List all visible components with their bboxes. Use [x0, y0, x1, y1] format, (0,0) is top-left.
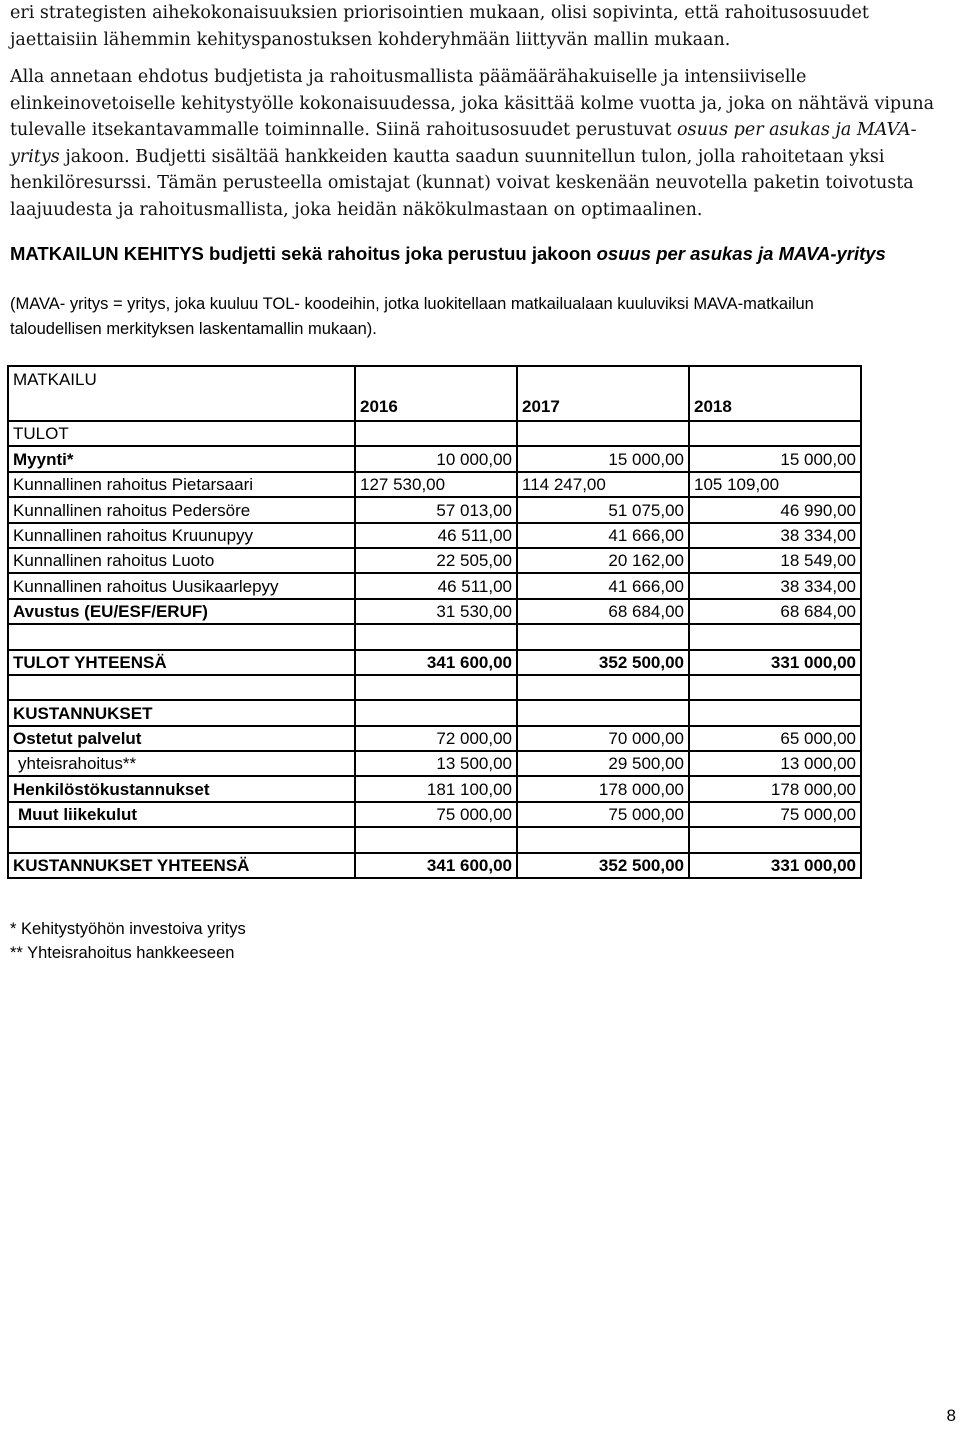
- heading-italic-text: osuus per asukas ja MAVA-yritys: [596, 243, 886, 264]
- row-label: Muut liikekulut: [8, 802, 355, 827]
- row-value: 65 000,00: [689, 726, 861, 751]
- budget-table: [7, 365, 862, 879]
- table-row: [8, 726, 861, 751]
- paragraph-text: Alla annetaan ehdotus budjetista ja rahoitusmallista päämäärähakuiselle ja intensiiviselle elinkeinovetoiselle kehitystyölle kokonaisuudessa, joka käsittää kolme vuotta ja, joka on nähtävä vipuna tulevalle itsekantavammalle toiminnalle. Siinä rahoitusosuudet perustuvat: [10, 67, 935, 140]
- row-label: yhteisrahoitus**: [8, 751, 355, 776]
- row-label: Kunnallinen rahoitus Luoto: [8, 548, 355, 573]
- row-value: 51 075,00: [517, 497, 689, 522]
- row-value: 15 000,00: [517, 446, 689, 471]
- table-row: [8, 573, 861, 598]
- row-value: 46 511,00: [355, 523, 517, 548]
- table-header-row: [8, 366, 861, 421]
- empty-cell: [8, 827, 355, 852]
- row-value: 178 000,00: [517, 776, 689, 801]
- empty-cell: [8, 624, 355, 649]
- empty-cell: [689, 624, 861, 649]
- footnote: * Kehitystyöhön investoiva yritys: [10, 920, 246, 938]
- row-value: 68 684,00: [689, 599, 861, 624]
- table-row: [8, 776, 861, 801]
- row-value: 18 549,00: [689, 548, 861, 573]
- row-value: 127 530,00: [355, 472, 517, 497]
- empty-cell: [517, 624, 689, 649]
- footnote: ** Yhteisrahoitus hankkeeseen: [10, 944, 235, 962]
- row-value: 46 990,00: [689, 497, 861, 522]
- budget-proposal-paragraph: [10, 64, 955, 223]
- row-value: 41 666,00: [517, 523, 689, 548]
- section-heading: [10, 240, 910, 267]
- table-row: [8, 446, 861, 471]
- empty-cell: [355, 827, 517, 852]
- table-row: [8, 497, 861, 522]
- row-value: 13 500,00: [355, 751, 517, 776]
- table-row: [8, 548, 861, 573]
- row-value: 41 666,00: [517, 573, 689, 598]
- row-value: 46 511,00: [355, 573, 517, 598]
- row-value: 105 109,00: [689, 472, 861, 497]
- cost-rows: [8, 726, 861, 828]
- spacer-row: [8, 827, 861, 852]
- empty-cell: [689, 827, 861, 852]
- row-label: Kunnallinen rahoitus Pedersöre: [8, 497, 355, 522]
- empty-cell: [689, 675, 861, 700]
- total-row-costs: [8, 853, 861, 878]
- total-row-income: [8, 650, 861, 675]
- row-value: 10 000,00: [355, 446, 517, 471]
- empty-cell: [8, 675, 355, 700]
- year-header: 2016: [355, 366, 517, 421]
- row-value: 114 247,00: [517, 472, 689, 497]
- row-value: 57 013,00: [355, 497, 517, 522]
- total-value: 341 600,00: [355, 650, 517, 675]
- row-value: 22 505,00: [355, 548, 517, 573]
- total-value: 352 500,00: [517, 650, 689, 675]
- row-label: Henkilöstökustannukset: [8, 776, 355, 801]
- empty-cell: [355, 700, 517, 725]
- row-label: Kunnallinen rahoitus Uusikaarlepyy: [8, 573, 355, 598]
- table-row: [8, 599, 861, 624]
- mava-definition-note: (MAVA- yritys = yritys, joka kuuluu TOL- koodeihin, jotka luokitellaan matkailualaan kuuluviksi MAVA-matkailun taloudellisen merkityksen laskentamallin mukaan).: [10, 295, 814, 338]
- row-label: Myynti*: [8, 446, 355, 471]
- empty-cell: [517, 827, 689, 852]
- row-value: 29 500,00: [517, 751, 689, 776]
- table-row: [8, 802, 861, 827]
- year-header: 2017: [517, 366, 689, 421]
- row-label: Avustus (EU/ESF/ERUF): [8, 599, 355, 624]
- paragraph-text: jakoon. Budjetti sisältää hankkeiden kautta saadun suunnitellun tulon, jolla rahoitetaan yksi henkilöresurssi. Tämän perusteella omistajat (kunnat) voivat keskenään neuvotella paketin toivotusta laajuudesta ja rahoitusmallista, joka heidän näkökulmastaan on optimaalinen.: [10, 146, 914, 220]
- row-value: 31 530,00: [355, 599, 517, 624]
- empty-cell: [689, 421, 861, 446]
- row-value: 72 000,00: [355, 726, 517, 751]
- total-value: 331 000,00: [689, 853, 861, 878]
- intro-paragraph-continued: eri strategisten aihekokonaisuuksien priorisointien mukaan, olisi sopivinta, että rahoitusosuudet jaettaisiin lähemmin kehityspanostuksen kohderyhmään liittyvän mallin mukaan.: [10, 3, 869, 50]
- total-label: KUSTANNUKSET YHTEENSÄ: [8, 853, 355, 878]
- empty-cell: [355, 421, 517, 446]
- spacer-row: [8, 675, 861, 700]
- empty-cell: [355, 624, 517, 649]
- table-row: [8, 523, 861, 548]
- empty-cell: [517, 675, 689, 700]
- row-value: 70 000,00: [517, 726, 689, 751]
- row-value: 75 000,00: [689, 802, 861, 827]
- row-value: 38 334,00: [689, 573, 861, 598]
- total-value: 331 000,00: [689, 650, 861, 675]
- row-value: 75 000,00: [517, 802, 689, 827]
- row-label: Ostetut palvelut: [8, 726, 355, 751]
- row-value: 178 000,00: [689, 776, 861, 801]
- row-value: 15 000,00: [689, 446, 861, 471]
- row-value: 13 000,00: [689, 751, 861, 776]
- total-label: TULOT YHTEENSÄ: [8, 650, 355, 675]
- total-value: 341 600,00: [355, 853, 517, 878]
- paragraph-italic-text: osuus per asukas ja MAVA- yritys: [10, 120, 917, 167]
- section-row: [8, 700, 861, 725]
- row-value: 20 162,00: [517, 548, 689, 573]
- year-header: 2018: [689, 366, 861, 421]
- total-value: 352 500,00: [517, 853, 689, 878]
- table-row: [8, 472, 861, 497]
- page-number: 8: [946, 1406, 956, 1425]
- table-title: MATKAILU: [8, 366, 355, 421]
- section-row: [8, 421, 861, 446]
- row-value: 68 684,00: [517, 599, 689, 624]
- spacer-row: [8, 624, 861, 649]
- heading-bold-text: MATKAILUN KEHITYS budjetti sekä rahoitus joka perustuu jakoon: [10, 243, 597, 264]
- section-label-tulot: TULOT: [8, 421, 355, 446]
- empty-cell: [689, 700, 861, 725]
- section-label-kustannukset: KUSTANNUKSET: [8, 700, 355, 725]
- row-value: 38 334,00: [689, 523, 861, 548]
- row-value: 75 000,00: [355, 802, 517, 827]
- empty-cell: [517, 421, 689, 446]
- row-value: 181 100,00: [355, 776, 517, 801]
- row-label: Kunnallinen rahoitus Kruunupyy: [8, 523, 355, 548]
- row-label: Kunnallinen rahoitus Pietarsaari: [8, 472, 355, 497]
- income-rows: [8, 446, 861, 624]
- table-row: [8, 751, 861, 776]
- empty-cell: [355, 675, 517, 700]
- empty-cell: [517, 700, 689, 725]
